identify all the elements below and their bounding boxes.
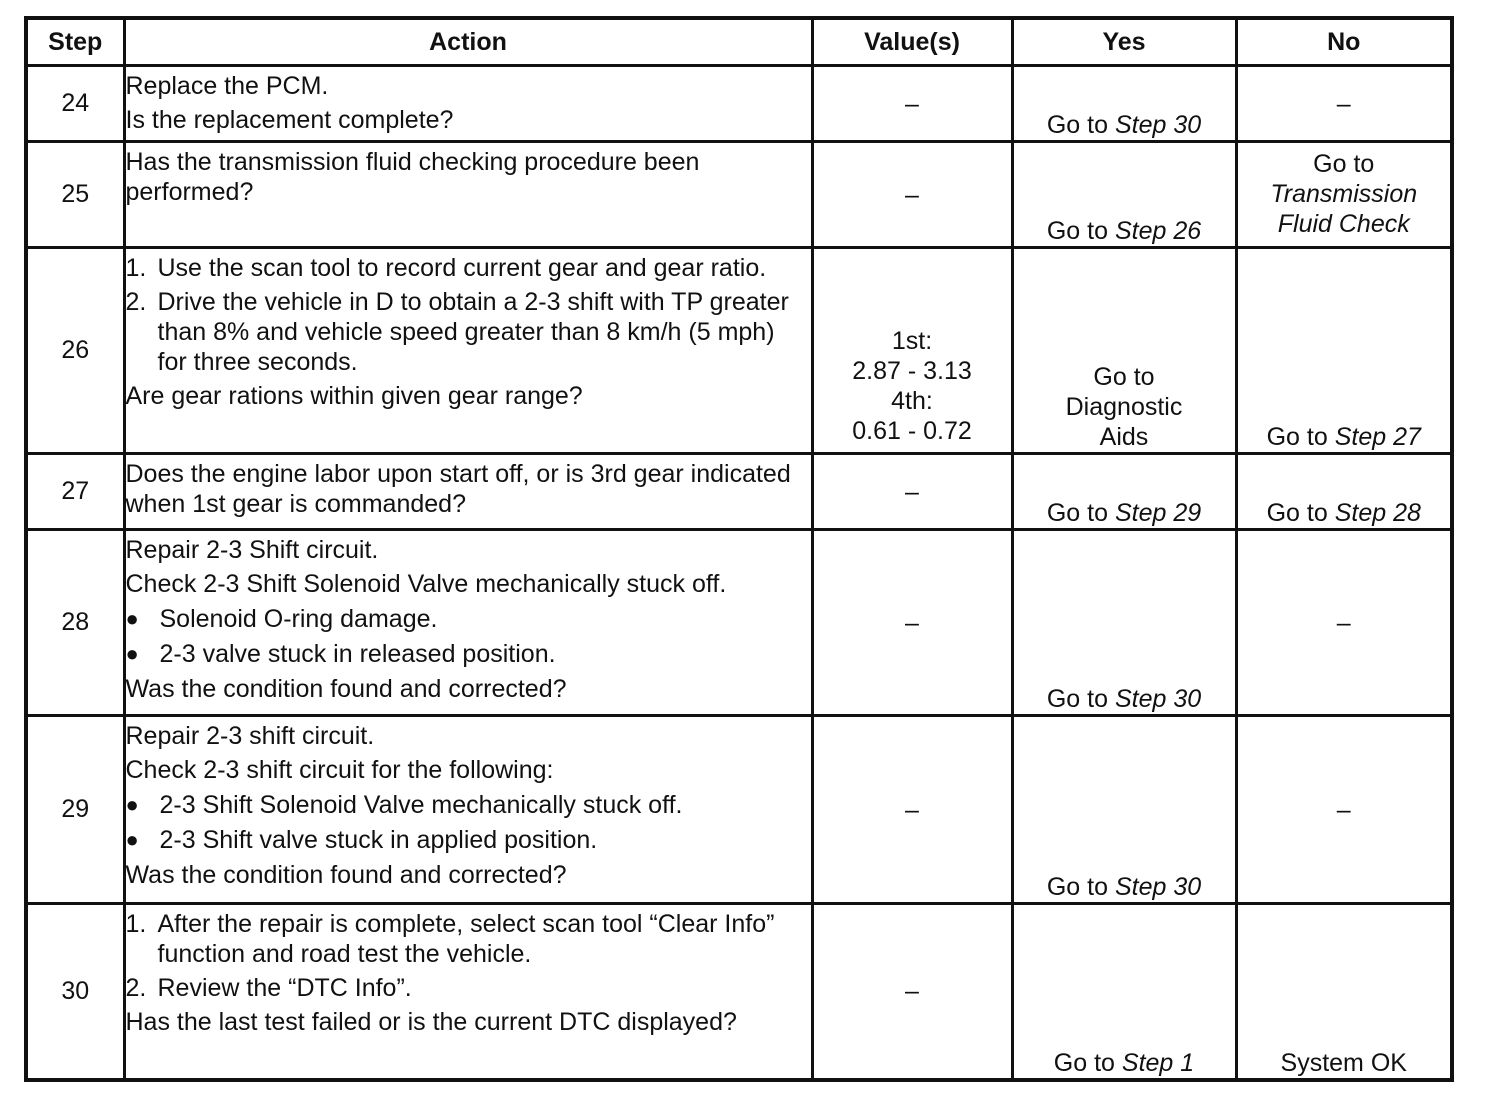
value-label-1st: 1st:: [891, 327, 933, 355]
table-row-step-24: [26, 66, 1452, 142]
no-cell: [1236, 66, 1452, 142]
yes-cell: [1012, 248, 1236, 454]
bullet-icon: ●: [125, 606, 139, 631]
value-range-4th: 0.61 - 0.72: [852, 417, 972, 445]
no-ref-line-2: Fluid Check: [1277, 210, 1410, 238]
numbered-item-text: After the repair is complete, select scan tool “Clear Info” function and road test the vehicle.: [157, 910, 775, 968]
header-values: Value(s): [812, 18, 1012, 66]
no-result: System OK: [1280, 1048, 1407, 1077]
no-cell: [1236, 454, 1452, 530]
action-line: Replace the PCM.: [125, 72, 329, 100]
action-cell: [124, 454, 812, 530]
step-number: 30: [26, 904, 124, 1080]
action-cell: [124, 248, 812, 454]
value-dash: –: [905, 795, 919, 824]
no-dash: –: [1336, 608, 1351, 637]
table-row-step-30: [26, 904, 1452, 1080]
yes-line-2: Diagnostic: [1065, 393, 1183, 421]
step-number: 25: [26, 142, 124, 248]
value-cell: [812, 142, 1012, 248]
yes-step-ref: Step 26: [1114, 217, 1202, 245]
value-cell: [812, 716, 1012, 904]
diagnostic-table: [24, 16, 1454, 1082]
yes-cell: [1012, 454, 1236, 530]
bullet-icon: ●: [125, 792, 139, 817]
action-question: Has the transmission fluid checking procedure been performed?: [125, 148, 700, 206]
header-action: Action: [124, 18, 812, 66]
no-step-ref: Step 27: [1334, 423, 1421, 451]
no-prefix: Go to: [1266, 423, 1328, 451]
action-question: Was the condition found and corrected?: [125, 675, 567, 703]
table-row-step-28: [26, 530, 1452, 716]
step-number: 29: [26, 716, 124, 904]
action-question: Are gear rations within given gear range?: [125, 382, 583, 410]
step-number: 24: [26, 66, 124, 142]
action-line: Check 2-3 Shift Solenoid Valve mechanically stuck off.: [125, 570, 727, 598]
value-label-4th: 4th:: [891, 387, 933, 415]
no-cell: [1236, 142, 1452, 248]
numbered-item-text: Review the “DTC Info”.: [157, 974, 412, 1002]
yes-prefix: Go to: [1046, 111, 1108, 139]
numbered-item-text: Drive the vehicle in D to obtain a 2-3 shift with TP greater than 8% and vehicle speed greater than 8 km/h (5 mph) for three seconds.: [157, 288, 789, 376]
no-dash: –: [1336, 795, 1351, 824]
yes-prefix: Go to: [1046, 499, 1108, 527]
action-cell: [124, 142, 812, 248]
table-row-step-27: [26, 454, 1452, 530]
value-cell: [812, 248, 1012, 454]
action-cell: [124, 66, 812, 142]
action-question: Has the last test failed or is the current DTC displayed?: [125, 1008, 737, 1036]
no-cell: [1236, 530, 1452, 716]
no-prefix: Go to: [1266, 499, 1328, 527]
no-dash: –: [1336, 89, 1351, 118]
numbered-item: 1. After the repair is complete, select scan tool “Clear Info” function and road test the vehicle.: [126, 909, 811, 969]
no-step-ref: Step 28: [1334, 499, 1421, 527]
bullet-item: [126, 790, 811, 820]
value-dash: –: [905, 977, 919, 1006]
bullet-text: Solenoid O-ring damage.: [159, 605, 438, 633]
yes-cell: [1012, 530, 1236, 716]
table-row-step-26: [26, 248, 1452, 454]
action-line: Repair 2-3 Shift circuit.: [125, 536, 379, 564]
yes-step-ref: Step 30: [1114, 111, 1202, 139]
numbered-item: 1. Use the scan tool to record current gear and gear ratio.: [126, 253, 811, 283]
numbered-item: 2. Review the “DTC Info”.: [126, 973, 811, 1003]
yes-prefix: Go to: [1046, 685, 1108, 713]
no-cell: [1236, 904, 1452, 1080]
bullet-text: 2-3 Shift Solenoid Valve mechanically stuck off.: [159, 791, 683, 819]
value-dash: –: [905, 608, 919, 637]
no-cell: [1236, 716, 1452, 904]
step-number: 28: [26, 530, 124, 716]
yes-line-3: Aids: [1099, 423, 1149, 451]
bullet-text: 2-3 Shift valve stuck in applied position.: [159, 826, 598, 854]
value-dash: –: [905, 89, 919, 118]
action-cell: [124, 716, 812, 904]
header-step: Step: [26, 18, 124, 66]
bullet-icon: ●: [125, 827, 139, 852]
action-cell: [124, 530, 812, 716]
bullet-item: [126, 639, 811, 669]
table-row-step-29: [26, 716, 1452, 904]
value-cell: [812, 530, 1012, 716]
yes-prefix: Go to: [1053, 1048, 1115, 1077]
bullet-item: [126, 825, 811, 855]
action-question: Is the replacement complete?: [125, 106, 454, 134]
value-dash: –: [905, 180, 919, 209]
action-line: Check 2-3 shift circuit for the following:: [125, 756, 554, 784]
yes-step-ref: Step 1: [1121, 1048, 1195, 1077]
yes-cell: [1012, 904, 1236, 1080]
value-range-1st: 2.87 - 3.13: [852, 357, 972, 385]
numbered-item-text: Use the scan tool to record current gear and gear ratio.: [157, 254, 767, 282]
no-prefix: Go to: [1313, 150, 1375, 178]
yes-prefix: Go to: [1046, 217, 1108, 245]
step-number: 26: [26, 248, 124, 454]
action-question: Does the engine labor upon start off, or is 3rd gear indicated when 1st gear is commanded?: [125, 460, 791, 518]
yes-step-ref: Step 30: [1114, 685, 1202, 713]
diagnostic-table-sheet: [24, 16, 1450, 1082]
value-dash: –: [905, 477, 919, 506]
header-no: No: [1236, 18, 1452, 66]
yes-cell: [1012, 66, 1236, 142]
action-question: Was the condition found and corrected?: [125, 861, 567, 889]
value-cell: [812, 904, 1012, 1080]
value-cell: [812, 454, 1012, 530]
header-yes: Yes: [1012, 18, 1236, 66]
action-cell: [124, 904, 812, 1080]
yes-cell: [1012, 142, 1236, 248]
yes-cell: [1012, 716, 1236, 904]
step-number: 27: [26, 454, 124, 530]
no-cell: [1236, 248, 1452, 454]
no-ref-line-1: Transmission: [1270, 180, 1418, 208]
action-line: Repair 2-3 shift circuit.: [125, 722, 375, 750]
yes-line-1: Go to: [1093, 363, 1155, 391]
bullet-icon: ●: [125, 641, 139, 666]
yes-step-ref: Step 29: [1114, 499, 1202, 527]
value-cell: [812, 66, 1012, 142]
numbered-item: 2. Drive the vehicle in D to obtain a 2-3 shift with TP greater than 8% and vehicle speed greater than 8 km/h (5 mph) for three seconds.: [126, 287, 811, 377]
table-row-step-25: [26, 142, 1452, 248]
yes-prefix: Go to: [1046, 873, 1108, 901]
bullet-text: 2-3 valve stuck in released position.: [159, 640, 556, 668]
yes-step-ref: Step 30: [1114, 873, 1202, 901]
bullet-item: [126, 604, 811, 634]
header-row: [26, 18, 1452, 66]
